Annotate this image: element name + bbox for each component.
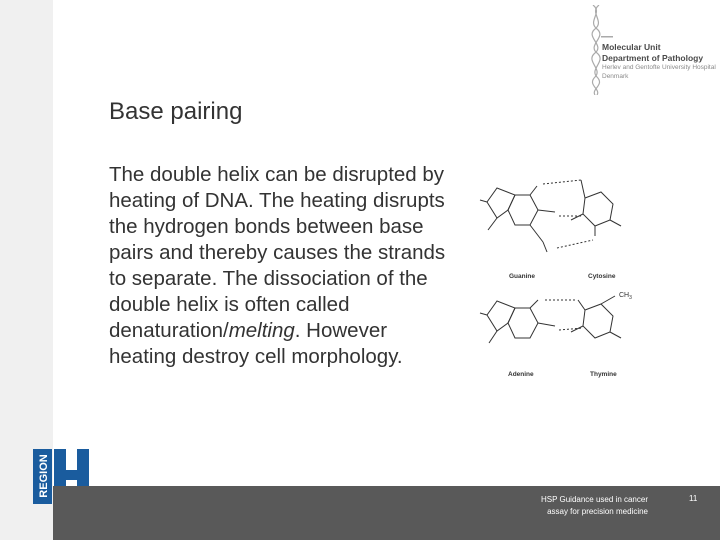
footer-caption bbox=[523, 494, 648, 518]
hydrogen-bond bbox=[557, 240, 593, 248]
footer-caption-line1: HSP Guidance used in cancer bbox=[540, 495, 648, 504]
guanine-label: Guanine bbox=[509, 273, 536, 280]
region-logo-text: REGION bbox=[38, 454, 50, 498]
cytosine-ring bbox=[583, 192, 613, 226]
body-text-part2: . However heating destroy cell morphology. bbox=[109, 319, 403, 368]
adenine-imidazole bbox=[487, 301, 515, 331]
hydrogen-bond bbox=[543, 180, 581, 184]
thymine-label: Thymine bbox=[590, 371, 617, 378]
hospital-name: Herlev and Gentofte University Hospital bbox=[602, 64, 716, 71]
slide-body-text bbox=[109, 162, 454, 370]
unit-name: Molecular Unit bbox=[602, 42, 661, 52]
adenine-label: Adenine bbox=[508, 371, 534, 378]
body-text-part1: The double helix can be disrupted by heating of DNA. The heating disrupts the hydrogen bonds between base pairs and thereby causes the strands to separate. The dissociation of the double helix is often called denaturation/ bbox=[109, 163, 446, 342]
page-number: 11 bbox=[689, 494, 698, 503]
department-name: Department of Pathology bbox=[602, 52, 704, 63]
body-text-italic: melting bbox=[228, 319, 295, 342]
footer-caption-line2: assay for precision medicine bbox=[547, 507, 648, 516]
thymine-ring bbox=[583, 304, 613, 338]
slide-title: Base pairing bbox=[109, 98, 243, 125]
department-logo-text bbox=[602, 42, 716, 81]
ch3-label: $CH_3$ bbox=[619, 292, 632, 301]
hydrogen-bond bbox=[559, 328, 583, 330]
base-pairing-diagram bbox=[475, 160, 645, 385]
footer-bar bbox=[53, 486, 720, 540]
cytosine-label: Cytosine bbox=[588, 273, 616, 280]
guanine-imidazole bbox=[487, 188, 515, 218]
country-name: Denmark bbox=[602, 73, 629, 80]
